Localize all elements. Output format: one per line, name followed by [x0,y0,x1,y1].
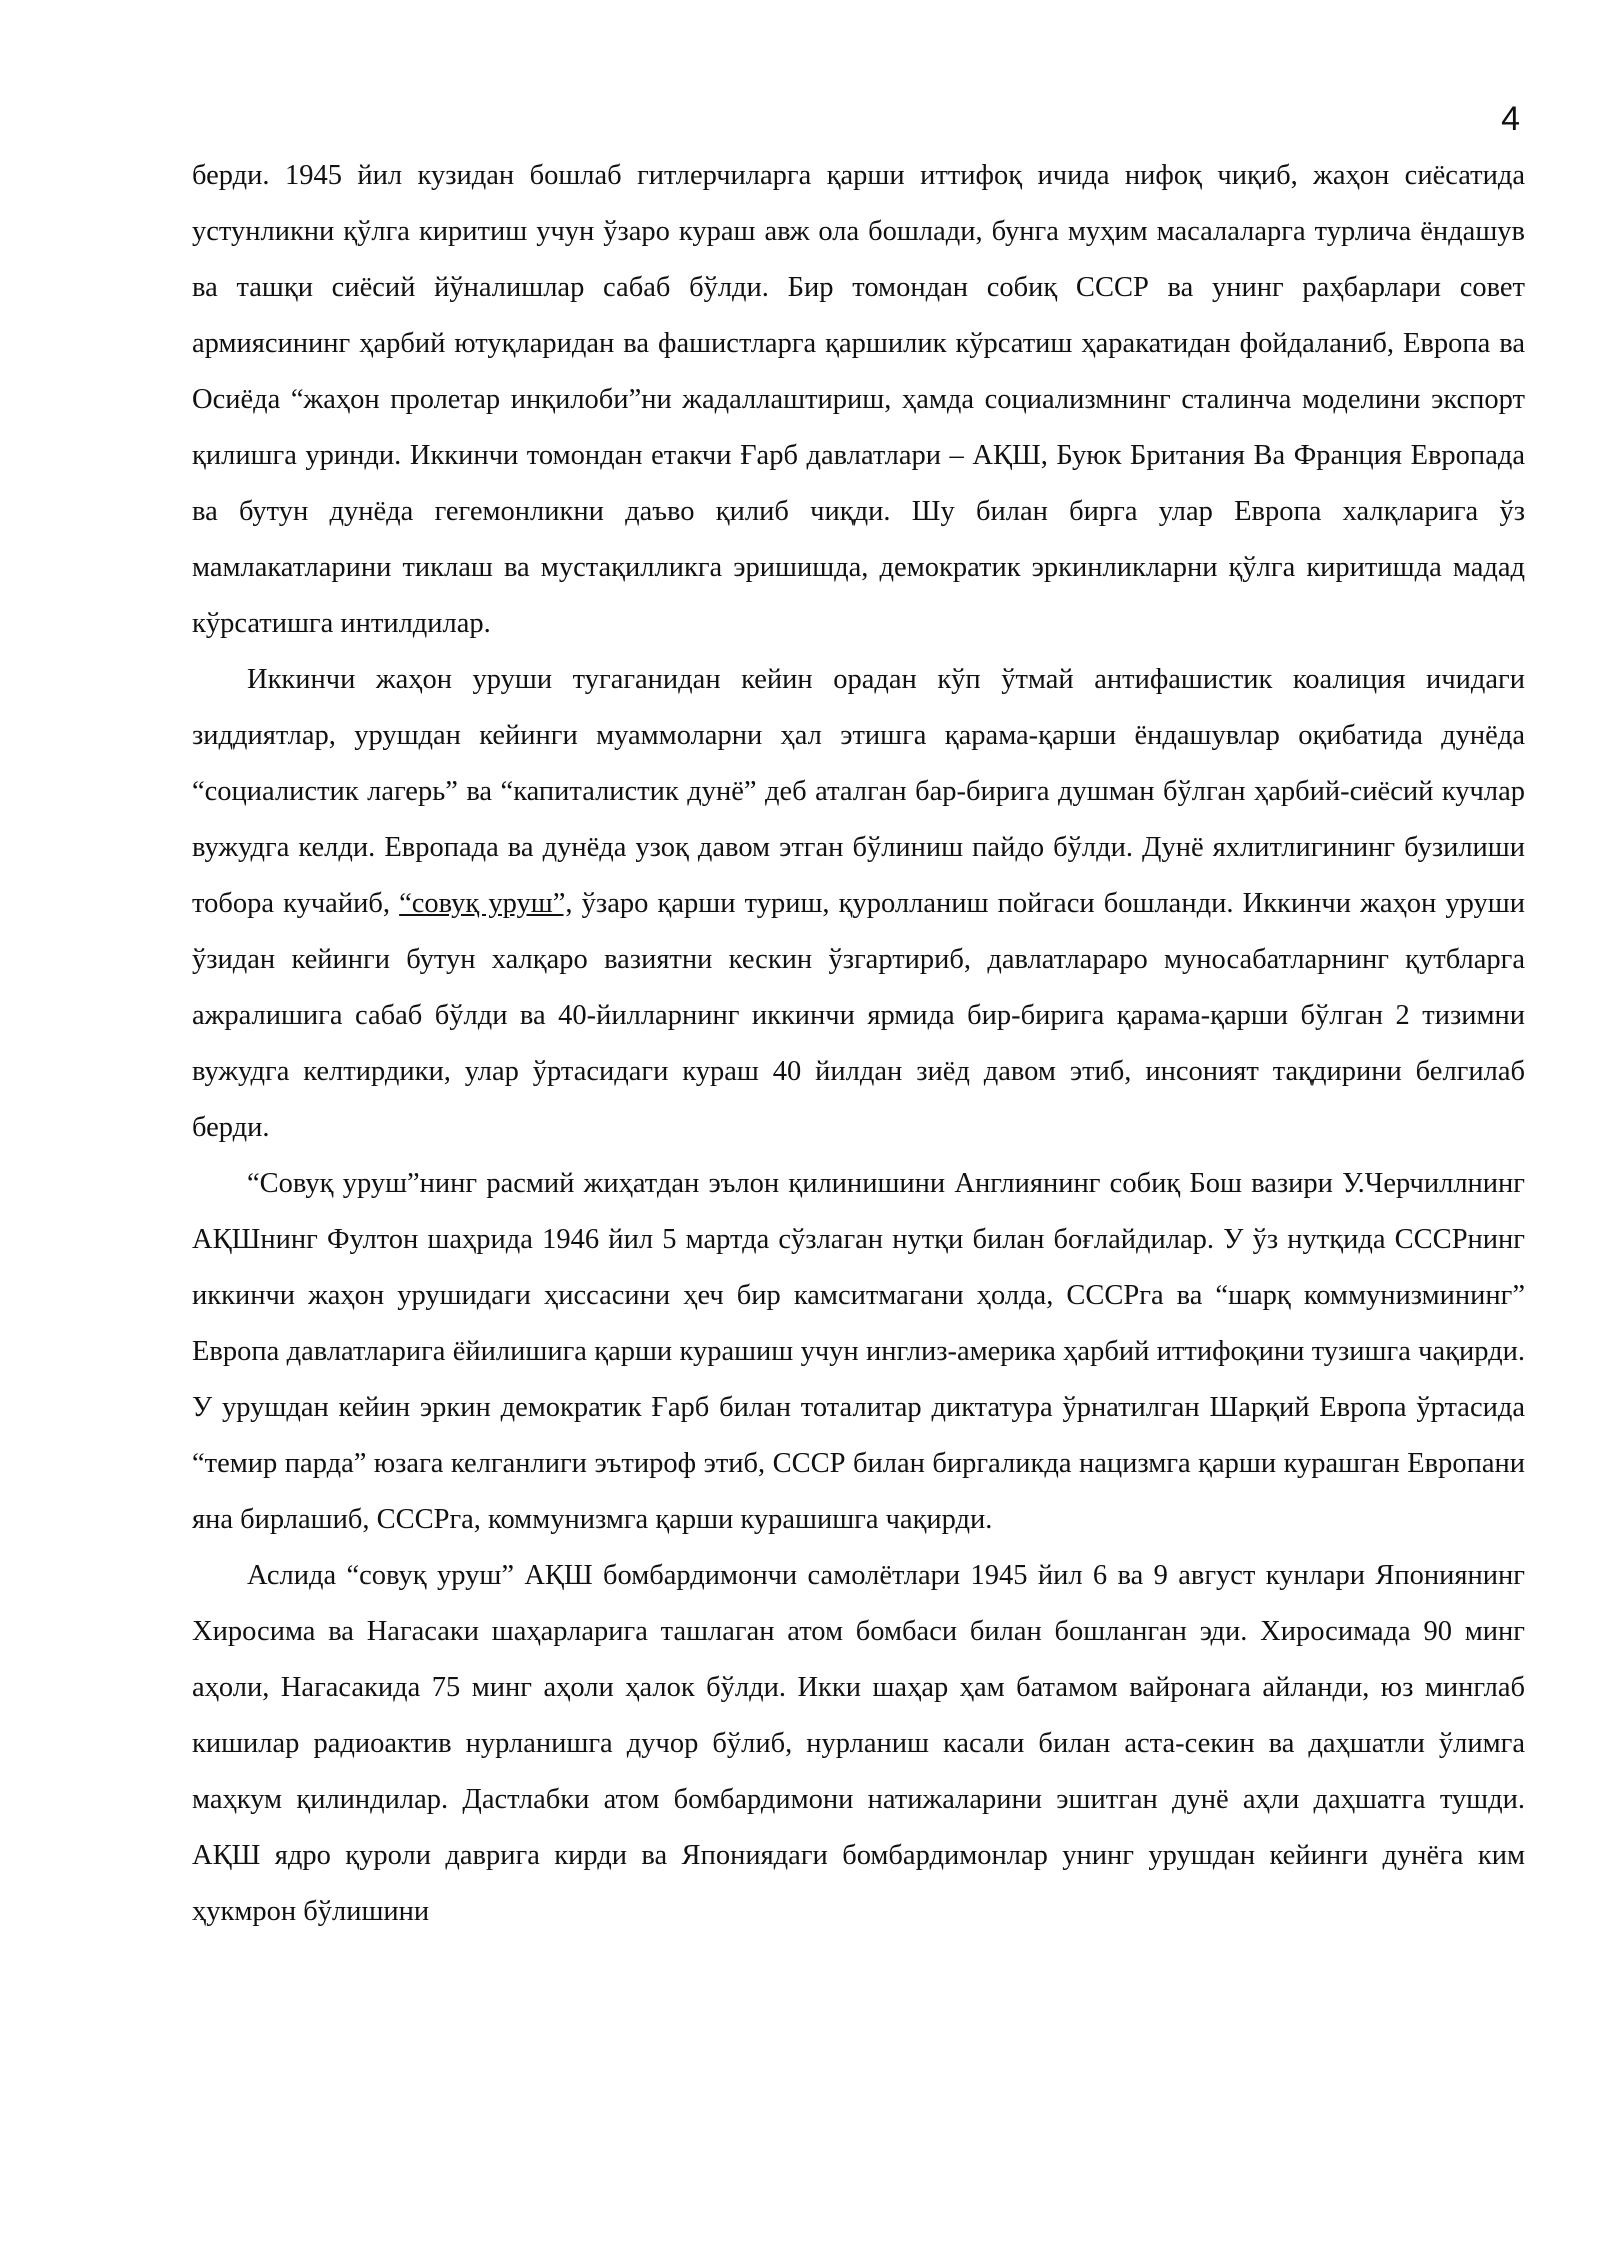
paragraph-text: ўзаро қарши туриш, қуролланиш пойгаси бошланди. Иккинчи жаҳон уруши ўзидан кейинги бутун халқаро вазиятни кескин ўзгартириб, давлатлараро муносабатларнинг қутбларга ажралишига сабаб бўлди ва 40-йилларнинг иккинчи ярмида бир-бирига қарама-қарши бўлган 2 тизимни вужудга келтирдики, улар ўртасидаги кураш 40 йилдан зиёд давом этиб, инсоният тақдирини белгилаб берди. [192,888,1525,1143]
paragraph-2 [192,652,1525,1156]
page-number: 4 [1501,100,1520,138]
body-text [192,148,1525,1940]
paragraph-1 [192,148,1525,652]
paragraph-text: Аслида “совуқ уруш” АҚШ бомбардимончи самолётлари 1945 йил 6 ва 9 август кунлари Япониянинг Хиросима ва Нагасаки шаҳарларига ташлаган атом бомбаси билан бошланган эди. Хиросимада 90 минг аҳоли, Нагасакида 75 минг аҳоли ҳалок бўлди. Икки шаҳар ҳам батамом вайронага айланди, юз минглаб кишилар радиоактив нурланишга дучор бўлиб, нурланиш касали билан аста-секин ва даҳшатли ўлимга маҳкум қилиндилар. Дастлабки атом бомбардимони натижаларини эшитган дунё аҳли даҳшатга тушди. АҚШ ядро қуроли даврига кирди ва Япониядаги бомбардимонлар унинг урушдан кейинги дунёга ким ҳукмрон бўлишини [192,1560,1525,1927]
paragraph-4 [192,1548,1525,1940]
paragraph-text: “Совуқ уруш”нинг расмий жиҳатдан эълон қилинишини Англиянинг собиқ Бош вазири У.Черчиллнинг АҚШнинг Фултон шаҳрида 1946 йил 5 мартда сўзлаган нутқи билан боғлайдилар. У ўз нутқида СССРнинг иккинчи жаҳон урушидаги ҳиссасини ҳеч бир камситмагани ҳолда, СССРга ва “шарқ коммунизмининг” Европа давлатларига ёйилишига қарши курашиш учун инглиз-америка ҳарбий иттифоқини тузишга чақирди. У урушдан кейин эркин демократик Ғарб билан тоталитар диктатура ўрнатилган Шарқий Европа ўртасида “темир парда” юзага келганлиги эътироф этиб, СССР билан биргаликда нацизмга қарши курашган Европани яна бирлашиб, СССРга, коммунизмга қарши курашишга чақирди. [192,1168,1525,1535]
paragraph-text: Иккинчи жаҳон уруши тугаганидан кейин орадан кўп ўтмай антифашистик коалиция ичидаги зиддиятлар, урушдан кейинги муаммоларни ҳал этишга қарама-қарши ёндашувлар оқибатида дунёда “социалистик лагерь” ва “капиталистик дунё” деб аталган бар-бирига душман бўлган ҳарбий-сиёсий кучлар вужудга келди. Европада ва дунёда узоқ давом этган бўлиниш пайдо бўлди. Дунё яхлитлигининг бузилиши тобора кучайиб, [192,664,1525,919]
paragraph-3 [192,1156,1525,1548]
underlined-term-cold-war: “совуқ уруш”, [399,888,573,919]
paragraph-text: берди. 1945 йил кузидан бошлаб гитлерчиларга қарши иттифоқ ичида нифоқ чиқиб, жаҳон сиёсатида устунликни қўлга киритиш учун ўзаро кураш авж ола бошлади, бунга муҳим масалаларга турлича ёндашув ва ташқи сиёсий йўналишлар сабаб бўлди. Бир томондан собиқ СССР ва унинг раҳбарлари совет армиясининг ҳарбий ютуқларидан ва фашистларга қаршилик кўрсатиш ҳаракатидан фойдаланиб, Европа ва Осиёда “жаҳон пролетар инқилоби”ни жадаллаштириш, ҳамда социализмнинг сталинча моделини экспорт қилишга уринди. Иккинчи томондан етакчи Ғарб давлатлари – АҚШ, Буюк Британия Ва Франция Европада ва бутун дунёда гегемонликни даъво қилиб чиқди. Шу билан бирга улар Европа халқларига ўз мамлакатларини тиклаш ва мустақилликга эришишда, демократик эркинликларни қўлга киритишда мадад кўрсатишга интилдилар. [192,160,1525,639]
